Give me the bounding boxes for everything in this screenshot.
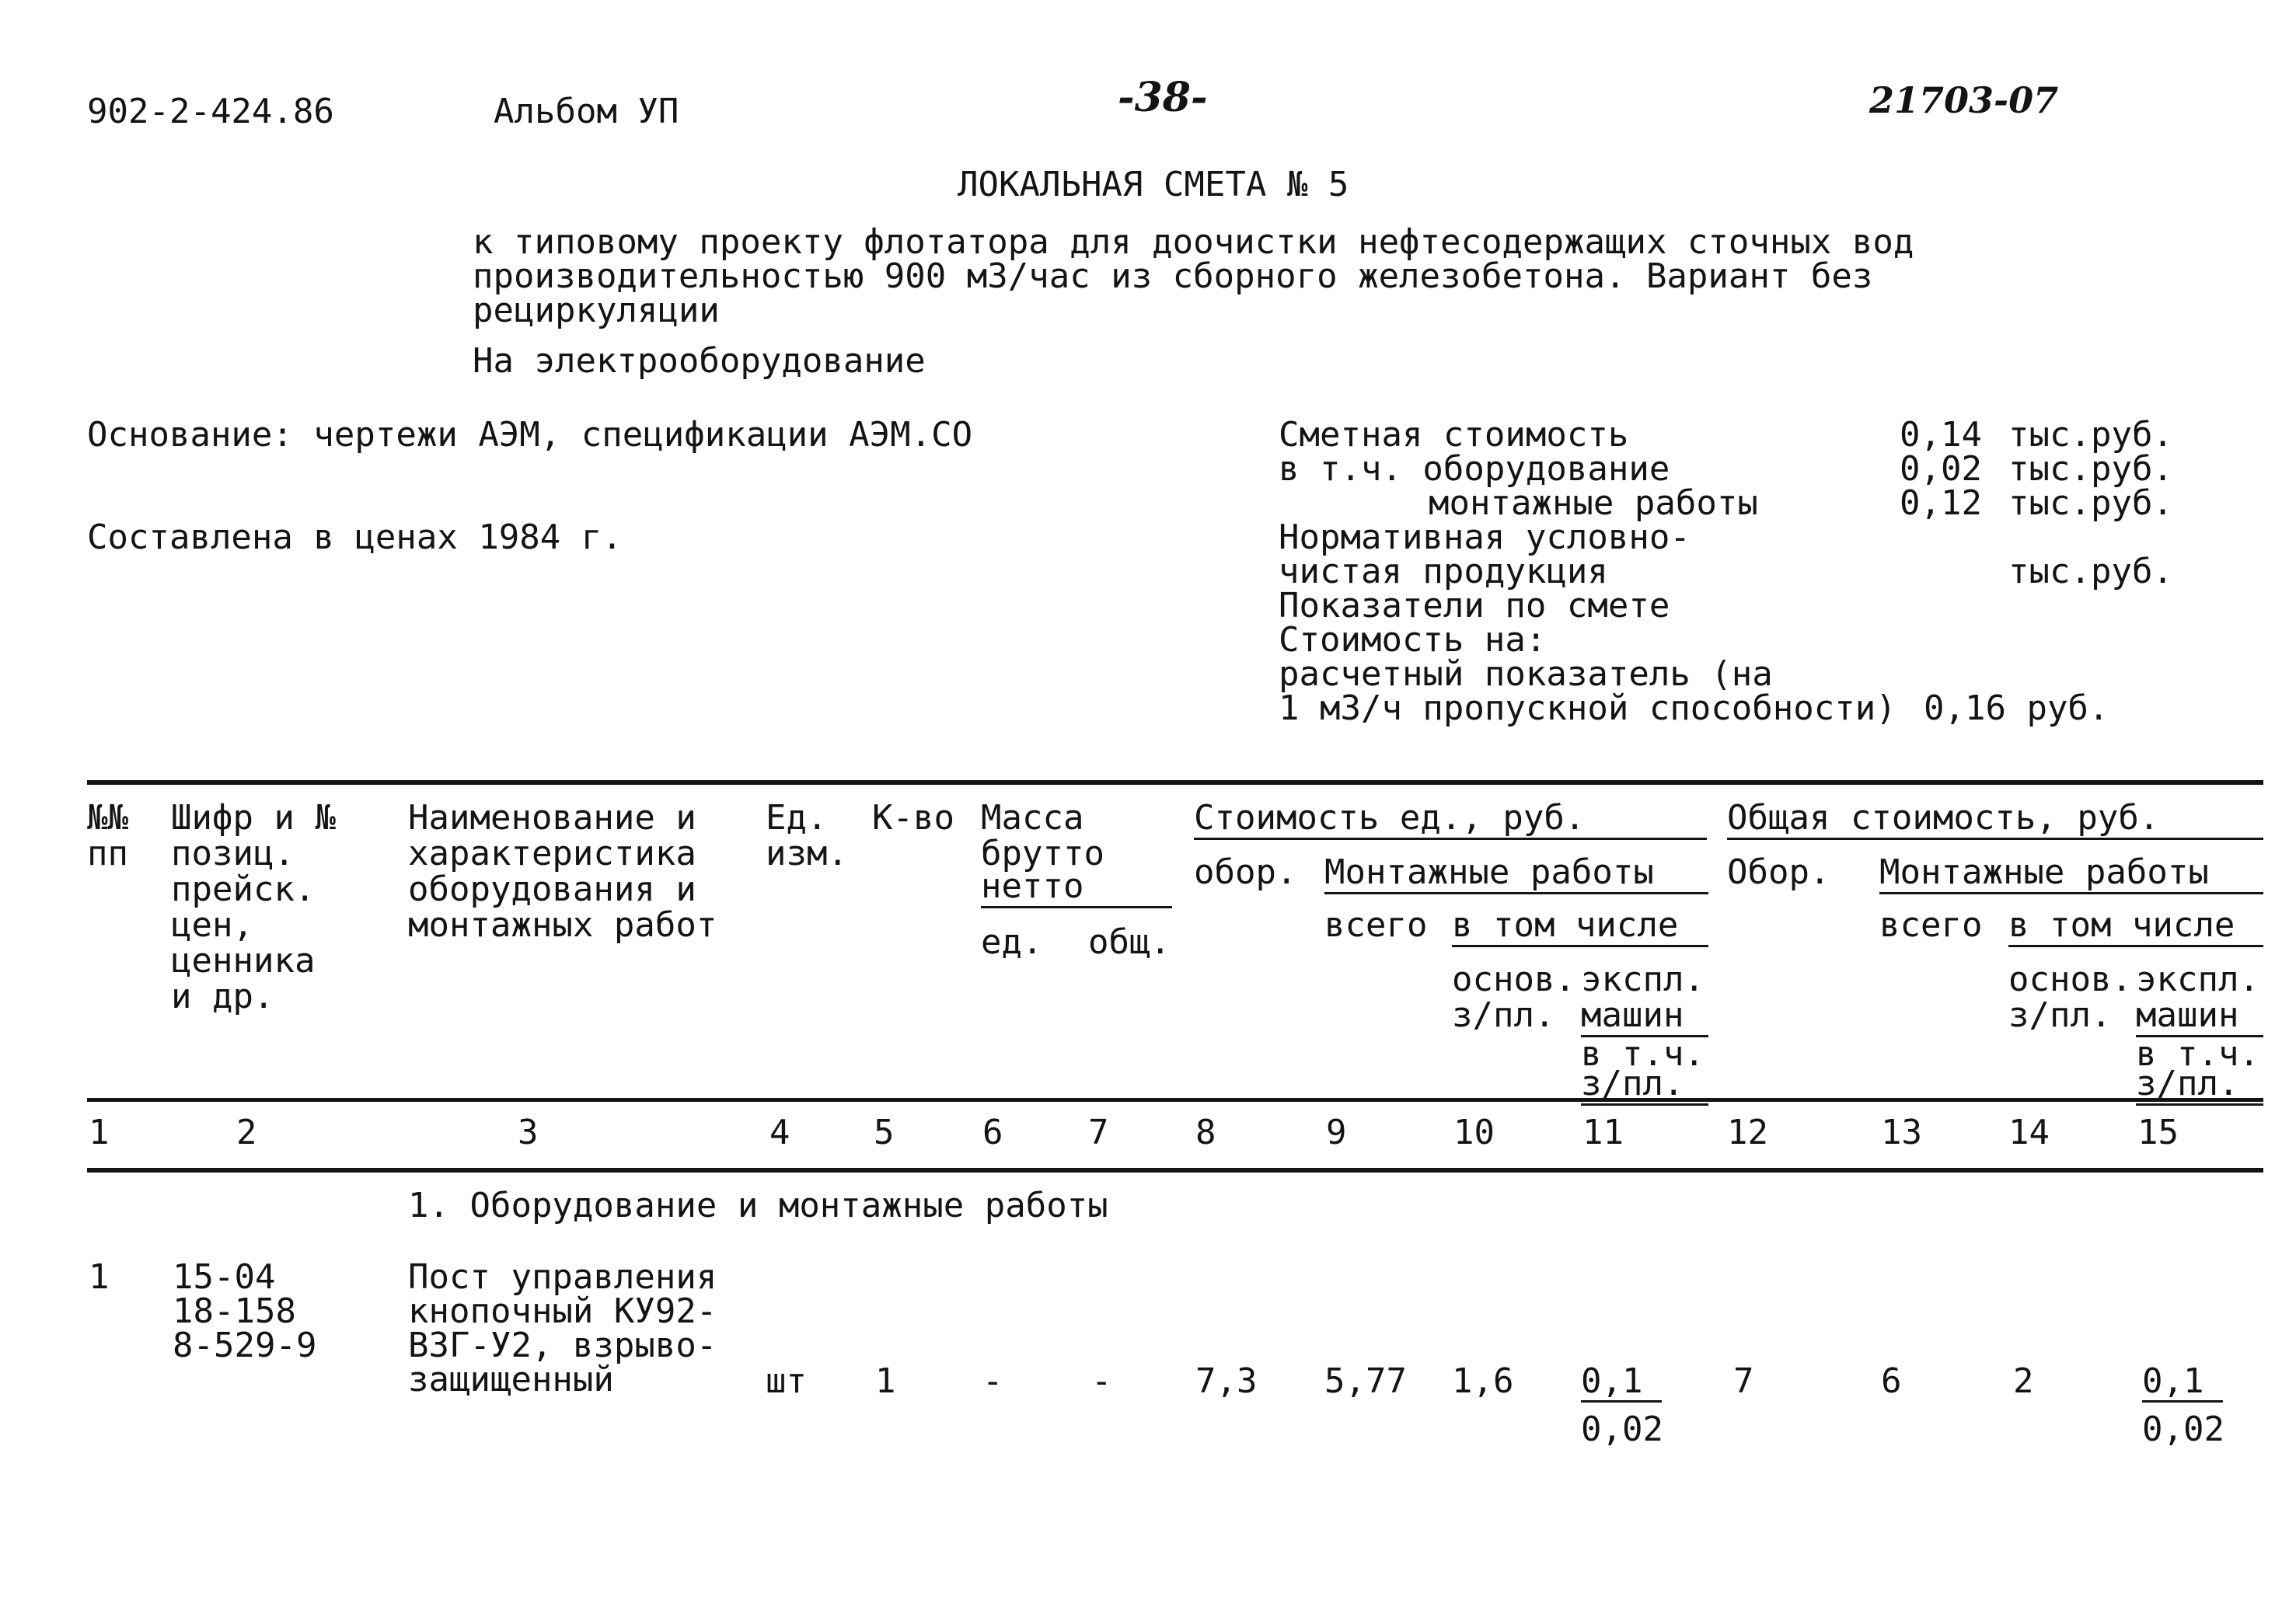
row-number: 1 bbox=[89, 1257, 110, 1297]
estimated-cost-unit: тыс.руб. bbox=[2008, 415, 2173, 455]
row-unit-base-wage: 1,6 bbox=[1452, 1361, 1514, 1401]
col-header-unit: Ед. изм. bbox=[766, 798, 848, 873]
subtitle-line-2: производительностью 900 м3/час из сборного железобетона. Вариант без bbox=[473, 256, 1873, 296]
row-total-mach-wage: 0,02 bbox=[2142, 1410, 2224, 1449]
column-number: 8 bbox=[1195, 1113, 1216, 1152]
document-title: ЛОКАЛЬНАЯ СМЕТА № 5 bbox=[958, 165, 1349, 204]
equipment-value: 0,02 bbox=[1900, 449, 1982, 489]
column-number: 13 bbox=[1881, 1113, 1922, 1152]
column-number: 1 bbox=[89, 1113, 110, 1152]
header-bottom-rule bbox=[87, 1098, 2263, 1102]
installation-value: 0,12 bbox=[1900, 483, 1982, 523]
col-header-unit-mach: экспл. bbox=[1581, 960, 1705, 999]
calc-indicator-label-2: 1 м3/ч пропускной способности) bbox=[1279, 688, 1896, 728]
row-total-base-wage: 2 bbox=[2013, 1361, 2034, 1401]
col-header-unit-mach-3: в т.ч. bbox=[1581, 1034, 1705, 1074]
subtitle-line-1: к типовому проекту флотатора для доочистки нефтесодержащих сточных вод bbox=[473, 222, 1914, 262]
row-total-install-all: 6 bbox=[1881, 1361, 1902, 1401]
row-mass-total: - bbox=[1091, 1361, 1112, 1401]
column-number: 10 bbox=[1453, 1113, 1495, 1152]
column-number: 15 bbox=[2137, 1113, 2179, 1152]
col-header-unit-mach-2: машин bbox=[1581, 998, 1708, 1037]
column-number: 12 bbox=[1727, 1113, 1768, 1152]
row-qty: 1 bbox=[875, 1361, 896, 1401]
equipment-label: в т.ч. оборудование bbox=[1279, 449, 1670, 489]
col-header-unit-base-wage: основ. з/пл. bbox=[1452, 960, 1575, 1035]
col-header-unit-equip: обор. bbox=[1194, 852, 1297, 892]
col-header-mass-net: нетто bbox=[981, 869, 1172, 908]
col-header-unit-mach-4: з/пл. bbox=[1581, 1066, 1708, 1106]
row-total-mach: 0,1 bbox=[2142, 1364, 2223, 1403]
price-year: Составлена в ценах 1984 г. bbox=[87, 518, 623, 557]
column-number: 7 bbox=[1088, 1113, 1109, 1152]
doc-code: 902-2-424.86 bbox=[87, 92, 334, 131]
col-header-mass-unit: ед. bbox=[981, 922, 1043, 962]
estimated-cost-label: Сметная стоимость bbox=[1279, 415, 1629, 455]
page-mark: -38- bbox=[1118, 74, 1208, 121]
inventory-number: 21703-07 bbox=[1869, 79, 2059, 121]
column-number: 3 bbox=[518, 1113, 539, 1152]
section-heading: 1. Оборудование и монтажные работы bbox=[408, 1186, 1108, 1225]
column-number: 9 bbox=[1326, 1113, 1347, 1152]
col-header-unit-incl: в том числе bbox=[1452, 908, 1708, 947]
row-total-equip: 7 bbox=[1733, 1361, 1754, 1401]
installation-label: монтажные работы bbox=[1429, 483, 1758, 523]
album-label: Альбом УП bbox=[494, 92, 679, 131]
estimate-object: На электрооборудование bbox=[473, 341, 926, 381]
col-header-number: №№ пп bbox=[87, 798, 128, 873]
col-header-total-install: Монтажные работы bbox=[1879, 855, 2263, 894]
installation-unit: тыс.руб. bbox=[2008, 483, 2173, 523]
column-numbers-bottom-rule bbox=[87, 1168, 2263, 1173]
row-unit-equip: 7,3 bbox=[1195, 1361, 1258, 1401]
row-unit: шт bbox=[766, 1361, 807, 1401]
row-unit-mach: 0,1 bbox=[1581, 1364, 1662, 1403]
estimate-basis: Основание: чертежи АЭМ, спецификации АЭМ.СО bbox=[87, 415, 973, 455]
subtitle-line-3: рециркуляции bbox=[473, 291, 720, 330]
column-number: 6 bbox=[982, 1113, 1003, 1152]
col-header-total-mach: экспл. bbox=[2136, 960, 2259, 999]
column-number: 11 bbox=[1582, 1113, 1624, 1152]
row-unit-install-all: 5,77 bbox=[1324, 1361, 1407, 1401]
col-header-total-cost: Общая стоимость, руб. bbox=[1727, 800, 2263, 840]
normative-label-2: чистая продукция bbox=[1279, 552, 1608, 591]
row-name: Пост управления кнопочный КУ92- ВЗГ-У2, взрыво- защищенный bbox=[408, 1257, 717, 1399]
estimated-cost-value: 0,14 bbox=[1900, 415, 1982, 455]
col-header-total-base-wage: основ. з/пл. bbox=[2008, 960, 2132, 1035]
col-header-total-mach-4: з/пл. bbox=[2136, 1066, 2263, 1106]
row-code: 15-04 18-158 8-529-9 bbox=[173, 1257, 317, 1365]
col-header-qty: К-во bbox=[872, 798, 954, 838]
col-header-total-mach-3: в т.ч. bbox=[2136, 1034, 2259, 1074]
normative-label-1: Нормативная условно- bbox=[1279, 518, 1691, 557]
col-header-code: Шифр и № позиц. прейск. цен, ценника и др. bbox=[171, 798, 336, 1016]
col-header-mass-total: общ. bbox=[1088, 922, 1171, 962]
calc-indicator-label-1: расчетный показатель (на bbox=[1279, 654, 1773, 694]
col-header-total-install-all: всего bbox=[1879, 905, 1983, 945]
column-number: 2 bbox=[236, 1113, 257, 1152]
col-header-total-mach-2: машин bbox=[2136, 998, 2263, 1037]
col-header-unit-cost: Стоимость ед., руб. bbox=[1194, 800, 1707, 840]
indicators-label: Показатели по смете bbox=[1279, 586, 1670, 626]
cost-per-label: Стоимость на: bbox=[1279, 620, 1547, 660]
row-unit-mach-wage: 0,02 bbox=[1581, 1410, 1663, 1449]
col-header-unit-install-all: всего bbox=[1324, 905, 1428, 945]
normative-unit: тыс.руб. bbox=[2008, 552, 2173, 591]
equipment-unit: тыс.руб. bbox=[2008, 449, 2173, 489]
calc-indicator-value: 0,16 руб. bbox=[1924, 688, 2109, 728]
column-number: 5 bbox=[874, 1113, 895, 1152]
col-header-mass: Масса брутто bbox=[981, 798, 1104, 873]
column-number: 14 bbox=[2008, 1113, 2050, 1152]
col-header-unit-install: Монтажные работы bbox=[1324, 855, 1708, 894]
row-mass-unit: - bbox=[982, 1361, 1003, 1401]
column-number: 4 bbox=[769, 1113, 790, 1152]
table-top-rule bbox=[87, 780, 2263, 785]
col-header-total-incl: в том числе bbox=[2008, 908, 2263, 947]
col-header-total-equip: Обор. bbox=[1727, 852, 1830, 892]
col-header-name: Наименование и характеристика оборудования и монтажных работ bbox=[408, 798, 717, 945]
